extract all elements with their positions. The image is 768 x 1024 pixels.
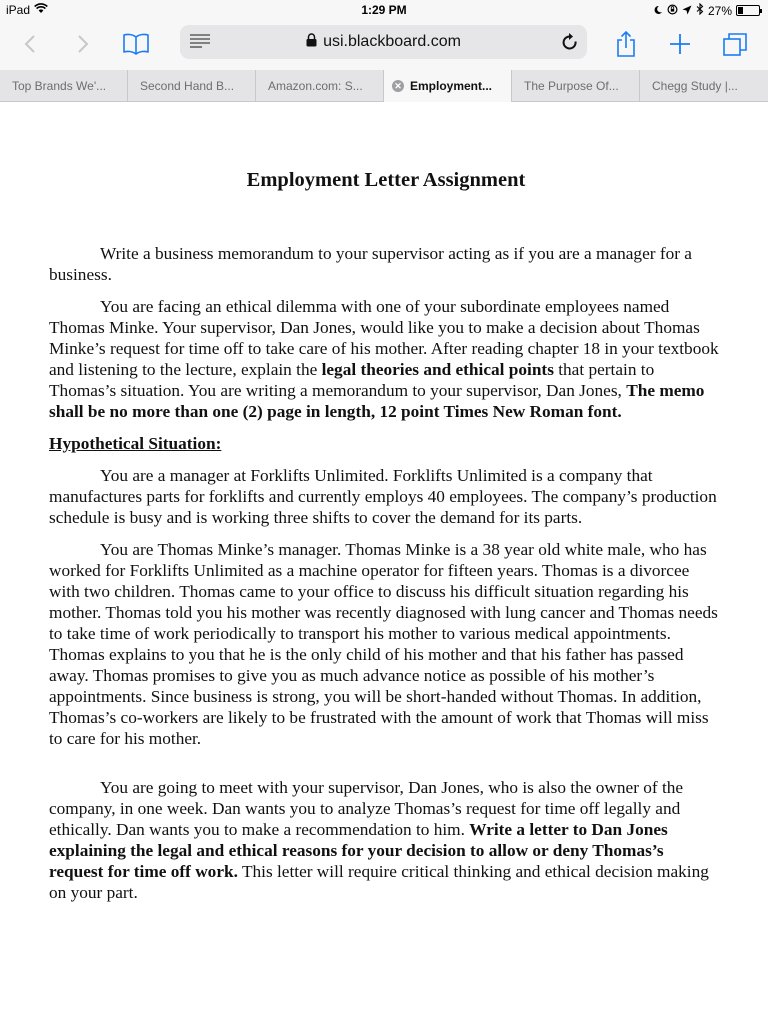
text: This letter will require critical thinking and ethical decision making on your part.	[49, 862, 709, 902]
tabs-overview-button[interactable]	[720, 29, 750, 59]
tab-chegg[interactable]	[640, 70, 768, 102]
bookmarks-button[interactable]	[119, 29, 153, 59]
tab-label: Second Hand B...	[140, 79, 235, 93]
document-content	[49, 170, 719, 914]
paragraph-company: You are a manager at Forklifts Unlimited. Forklifts Unlimited is a company that manufactures parts for forklifts and currently employs 40 employees. The company’s production schedule is busy and is working three shifts to cover the demand for its parts.	[49, 466, 717, 527]
tab-top-brands[interactable]	[0, 70, 128, 102]
tab-label: Employment...	[410, 79, 493, 93]
paragraph-dilemma	[49, 296, 719, 422]
tab-label: The Purpose Of...	[524, 79, 619, 93]
address-bar[interactable]	[180, 25, 587, 59]
share-icon	[616, 30, 636, 58]
browser-toolbar	[0, 20, 768, 70]
lock-icon	[306, 33, 317, 47]
tab-second-hand[interactable]	[128, 70, 256, 102]
tab-purpose[interactable]	[512, 70, 640, 102]
tabs-icon	[722, 31, 748, 57]
url-display[interactable]	[180, 33, 587, 51]
chevron-right-icon	[77, 34, 89, 54]
close-tab-icon[interactable]: ✕	[392, 80, 404, 92]
moon-icon	[653, 4, 663, 18]
paragraph-intro: Write a business memorandum to your supervisor acting as if you are a manager for a business.	[49, 244, 692, 284]
orientation-lock-icon	[667, 4, 678, 18]
paragraph-thomas: You are Thomas Minke’s manager. Thomas Minke is a 38 year old white male, who has worked for Forklifts Unlimited as a machine operator for fifteen years. Thomas is a divorcee with two children. Thomas came to your office to discuss his difficult situation regarding his mother. Thomas told you his mother was recently diagnosed with lung cancer and Thomas needs to take time of work periodically to transport his mother to various medical appointments. Thomas explains to you that he is the only child of his mother and that his father has passed away. Thomas promises to give you as much advance notice as possible of his mother’s appointments. Since business is strong, you will be short-handed without Thomas. In addition, Thomas’s co-workers are likely to be frustrated with the amount of work that Thomas will miss to care for his mother.	[49, 540, 718, 748]
tab-label: Top Brands We'...	[12, 79, 107, 93]
reload-icon[interactable]	[561, 32, 579, 52]
status-time: 1:29 PM	[361, 3, 407, 17]
tab-label: Chegg Study |...	[652, 79, 738, 93]
tab-amazon[interactable]	[256, 70, 384, 102]
plus-icon	[668, 32, 692, 56]
bold-text: Write a letter to Dan Jones explaining the legal and ethical reasons for your decision to allow or deny Thomas’s request for time off work.	[49, 820, 668, 881]
bluetooth-icon	[696, 3, 704, 18]
battery-percent: 27%	[707, 3, 732, 18]
bold-text: legal theories and ethical points	[321, 360, 554, 379]
book-icon	[122, 33, 150, 55]
status-right	[653, 3, 760, 18]
share-button[interactable]	[611, 29, 641, 59]
battery-icon	[736, 5, 760, 16]
tab-employment[interactable]	[384, 70, 512, 102]
tab-label: Amazon.com: S...	[268, 79, 363, 93]
paragraph-task	[49, 777, 719, 903]
status-bar	[0, 0, 768, 20]
tab-bar	[0, 70, 768, 102]
url-text: usi.blackboard.com	[323, 33, 461, 50]
section-heading: Hypothetical Situation:	[49, 434, 222, 453]
text: You are facing an ethical dilemma with one of your subordinate employees named Thomas Minke. Your supervisor, Dan Jones, would like you to make a decision about Thomas Minke’s request for time off to take care of his mother. After reading chapter 18 in your textbook and listening to the lecture, explain the	[49, 297, 719, 379]
location-icon	[682, 4, 692, 18]
forward-button[interactable]	[68, 29, 98, 59]
document-title: Employment Letter Assignment	[246, 169, 526, 191]
new-tab-button[interactable]	[665, 29, 695, 59]
bold-text: The memo shall be no more than one (2) page in length, 12 point Times New Roman font.	[49, 381, 705, 421]
battery-fill	[738, 7, 743, 14]
text: You are going to meet with your supervisor, Dan Jones, who is also the owner of the company, in one week. Dan wants you to analyze Thomas’s request for time off legally and ethically. Dan wants you to make a recommendation to him.	[49, 778, 684, 839]
back-button[interactable]	[15, 29, 45, 59]
device-label: iPad	[6, 3, 31, 17]
text: that pertain to Thomas’s situation. You are writing a memorandum to your supervisor, Dan Jones,	[49, 360, 655, 400]
chevron-left-icon	[24, 34, 36, 54]
